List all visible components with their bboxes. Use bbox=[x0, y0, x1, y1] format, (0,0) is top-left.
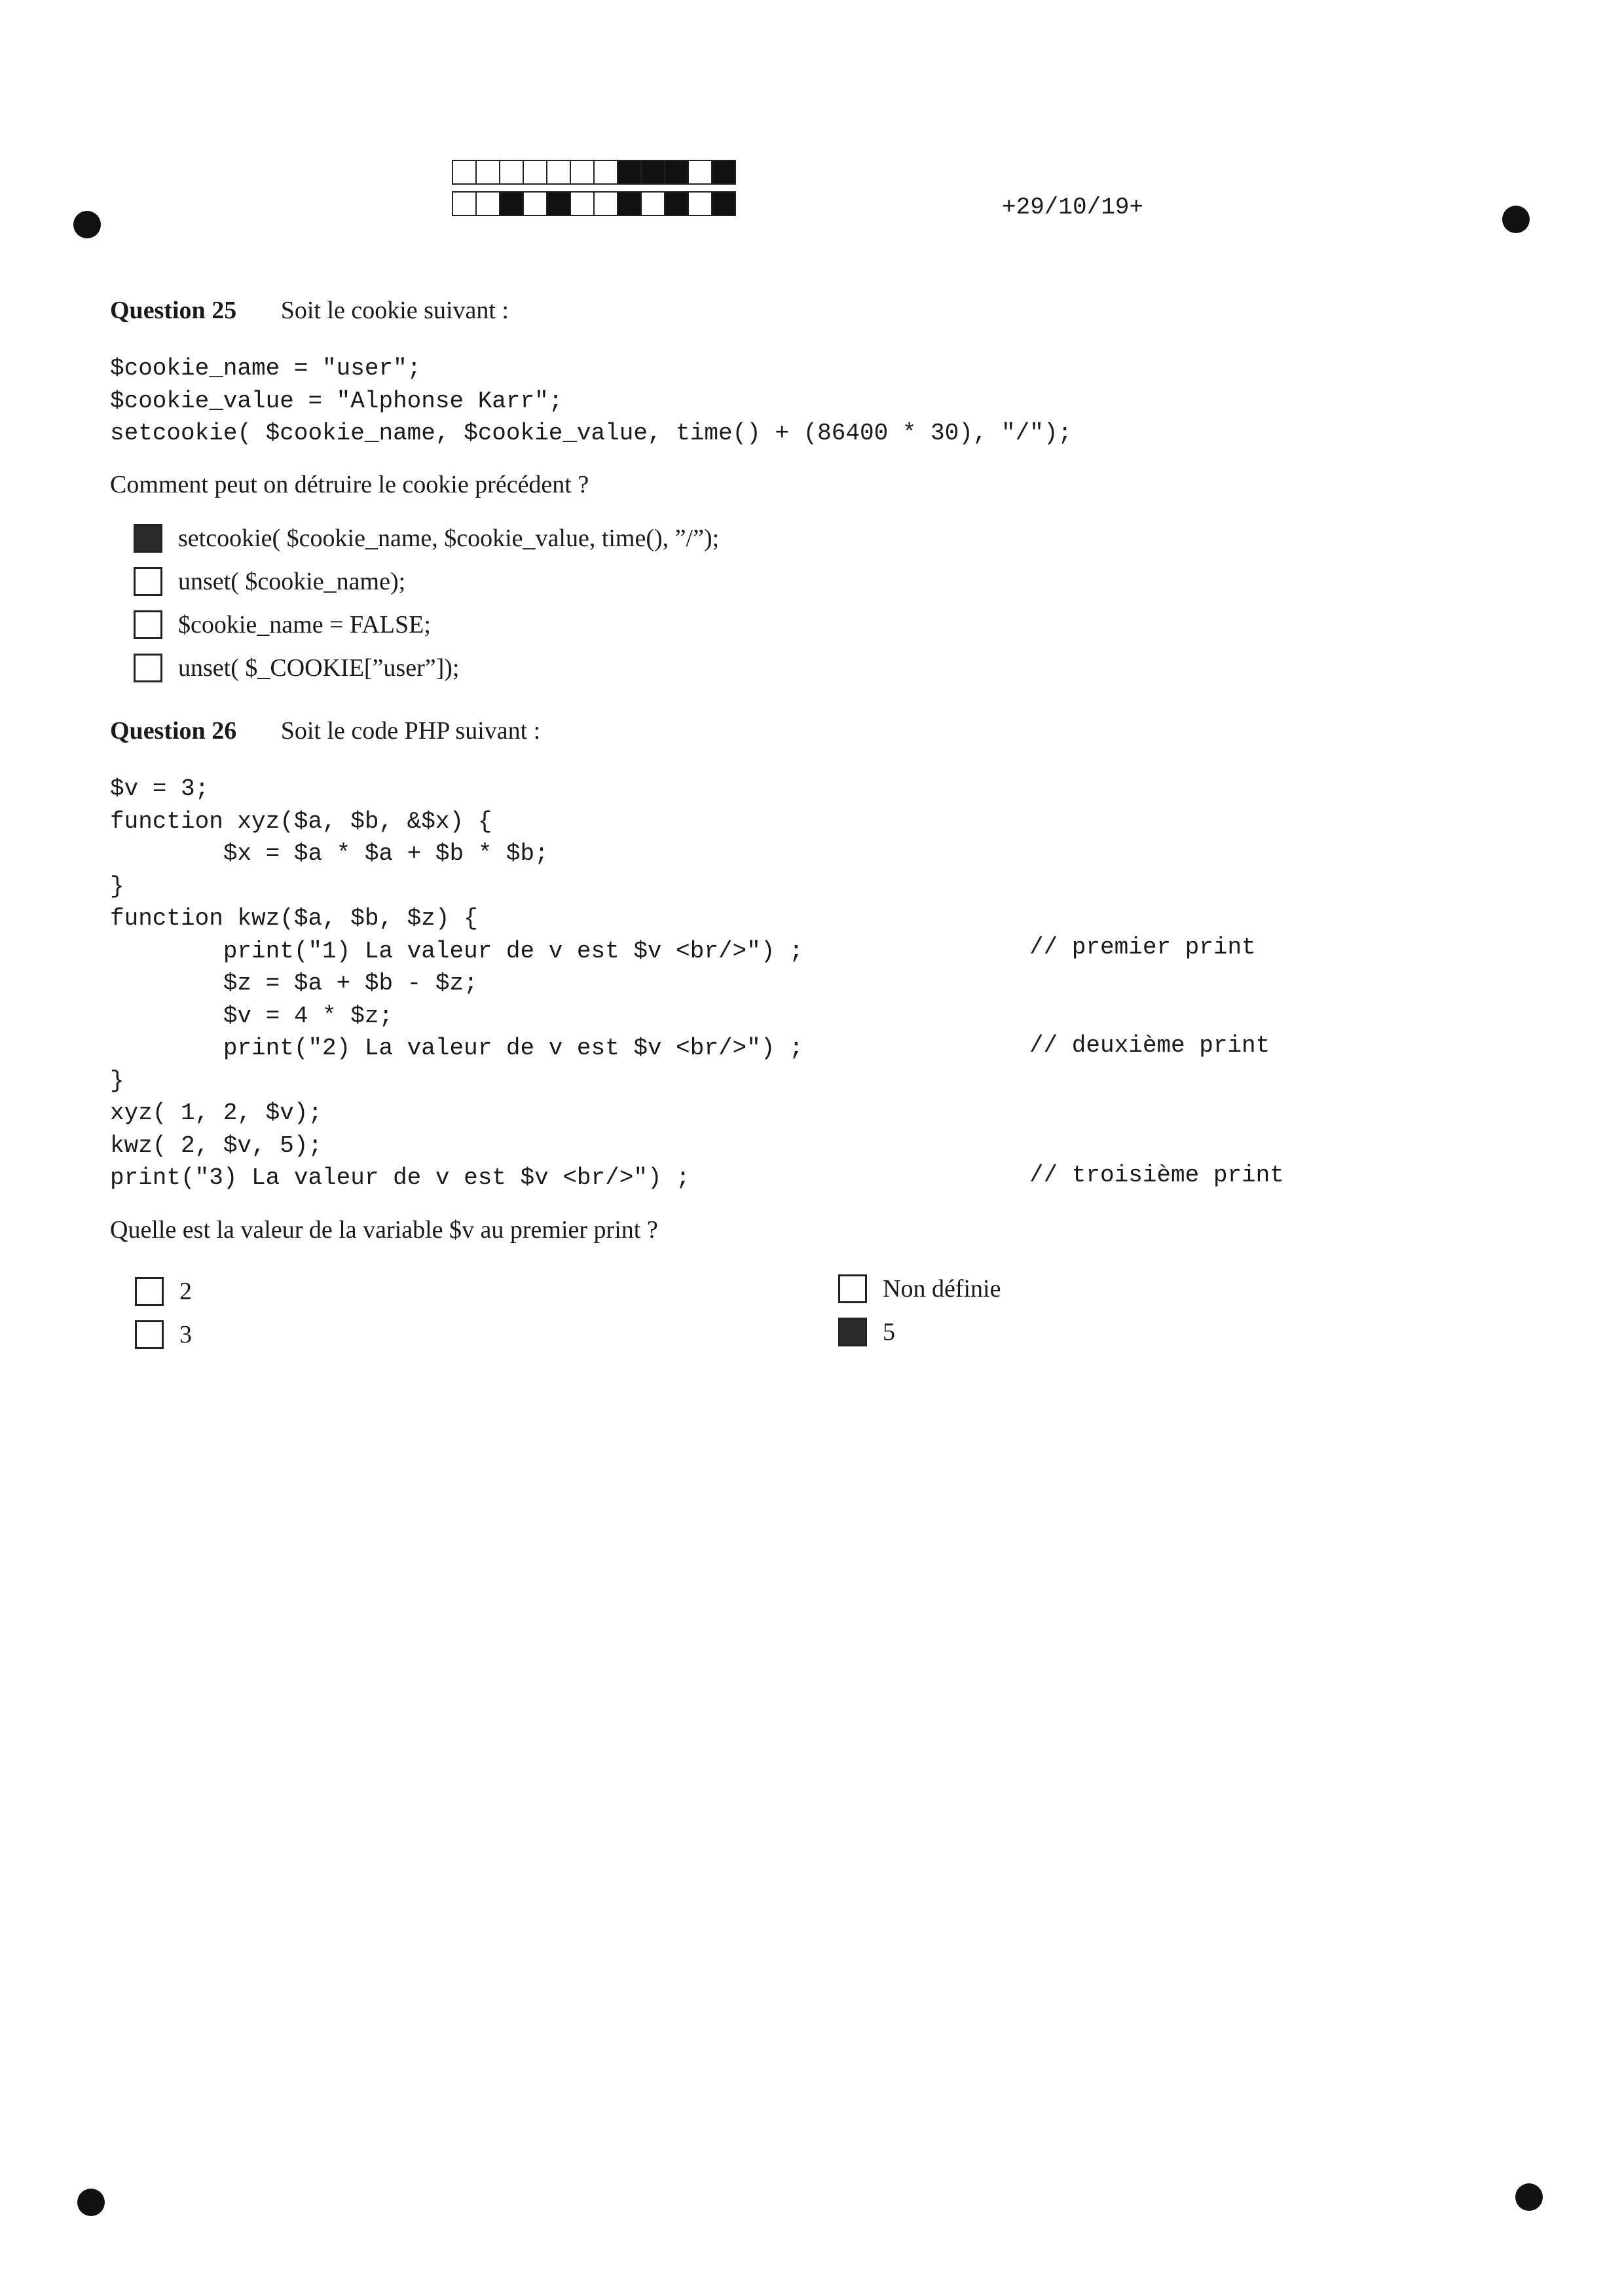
barcode-cell bbox=[570, 191, 595, 216]
barcode-cell bbox=[546, 191, 571, 216]
code-line: kwz( 2, $v, 5); bbox=[110, 1132, 323, 1159]
q25-answer-3[interactable] bbox=[134, 610, 431, 639]
question-25-heading bbox=[110, 296, 509, 325]
answer-label: setcookie( $cookie_name, $cookie_value, time(), ”/”); bbox=[178, 525, 720, 552]
barcode-cell bbox=[570, 160, 595, 185]
barcode-cell bbox=[499, 160, 524, 185]
code-line: print("1) La valeur de v est $v <br/>") ; bbox=[110, 937, 803, 965]
checkbox[interactable] bbox=[135, 1320, 164, 1349]
barcode-cell bbox=[664, 191, 689, 216]
q25-answer-4[interactable] bbox=[134, 654, 459, 682]
checkbox[interactable] bbox=[134, 610, 162, 639]
barcode-cell bbox=[593, 160, 618, 185]
code-line: } bbox=[110, 1067, 124, 1094]
checkbox[interactable] bbox=[838, 1274, 867, 1303]
code-line: $cookie_name = "user"; bbox=[110, 355, 422, 382]
answer-label: 2 bbox=[179, 1278, 192, 1305]
checkbox[interactable] bbox=[134, 567, 162, 596]
code-line: $cookie_value = "Alphonse Karr"; bbox=[110, 387, 563, 415]
barcode-cell bbox=[711, 160, 736, 185]
answer-label: unset( $cookie_name); bbox=[178, 568, 406, 595]
code-comment: // premier print bbox=[1029, 934, 1256, 961]
code-comment: // troisième print bbox=[1029, 1162, 1284, 1189]
barcode-cell bbox=[523, 160, 547, 185]
answer-label: 5 bbox=[883, 1318, 895, 1346]
q26-answer-1[interactable] bbox=[135, 1277, 192, 1306]
code-line: $z = $a + $b - $z; bbox=[110, 970, 478, 997]
barcode-cell bbox=[688, 160, 712, 185]
barcode-cell bbox=[546, 160, 571, 185]
code-line: $v = 3; bbox=[110, 775, 210, 802]
q25-code-block bbox=[110, 352, 1072, 450]
barcode-cell bbox=[617, 160, 642, 185]
barcode-cell bbox=[593, 191, 618, 216]
answer-label: 3 bbox=[179, 1321, 192, 1348]
barcode-cell bbox=[688, 191, 712, 216]
checkbox[interactable] bbox=[135, 1277, 164, 1306]
code-comment: // deuxième print bbox=[1029, 1032, 1270, 1059]
header-code: +29/10/19+ bbox=[1002, 194, 1144, 221]
q26-answer-2[interactable] bbox=[135, 1320, 192, 1349]
barcode-cell bbox=[640, 160, 665, 185]
code-line: $v = 4 * $z; bbox=[110, 1002, 394, 1029]
q25-prompt: Comment peut on détruire le cookie précédent ? bbox=[110, 471, 589, 498]
barcode-row-1 bbox=[452, 160, 735, 185]
question-number: Question 25 bbox=[110, 297, 237, 324]
code-line: print("2) La valeur de v est $v <br/>") ; bbox=[110, 1035, 803, 1062]
answer-label: Non définie bbox=[883, 1275, 1001, 1303]
barcode-cell bbox=[452, 191, 477, 216]
barcode-cell bbox=[523, 191, 547, 216]
answer-label: unset( $_COOKIE[”user”]); bbox=[178, 654, 460, 682]
barcode-cell bbox=[617, 191, 642, 216]
barcode-cell bbox=[711, 191, 736, 216]
barcode-cell bbox=[499, 191, 524, 216]
question-intro: Soit le code PHP suivant : bbox=[280, 717, 541, 745]
checkbox[interactable] bbox=[838, 1318, 867, 1346]
checkbox[interactable] bbox=[134, 654, 162, 682]
q25-answer-1[interactable] bbox=[134, 524, 719, 553]
registration-mark-top-left bbox=[73, 211, 101, 238]
registration-mark-bottom-right bbox=[1515, 2183, 1543, 2211]
q26-code-block bbox=[110, 773, 803, 1194]
registration-mark-top-right bbox=[1502, 206, 1530, 233]
code-line: setcookie( $cookie_name, $cookie_value, time() + (86400 * 30), "/"); bbox=[110, 420, 1073, 447]
code-line: xyz( 1, 2, $v); bbox=[110, 1100, 323, 1126]
barcode-cell bbox=[475, 160, 500, 185]
q26-answer-3[interactable] bbox=[838, 1274, 1001, 1303]
question-intro: Soit le cookie suivant : bbox=[280, 297, 509, 324]
question-26-heading bbox=[110, 716, 540, 745]
registration-mark-bottom-left bbox=[77, 2189, 105, 2216]
code-line: function kwz($a, $b, $z) { bbox=[110, 905, 478, 932]
barcode-cell bbox=[640, 191, 665, 216]
code-line: function xyz($a, $b, &$x) { bbox=[110, 807, 492, 835]
code-line: $x = $a * $a + $b * $b; bbox=[110, 840, 549, 867]
code-line: print("3) La valeur de v est $v <br/>") ; bbox=[110, 1164, 690, 1191]
question-number: Question 26 bbox=[110, 717, 237, 745]
barcode-cell bbox=[664, 160, 689, 185]
q26-answer-4[interactable] bbox=[838, 1318, 895, 1346]
barcode-cell bbox=[475, 191, 500, 216]
answer-label: $cookie_name = FALSE; bbox=[178, 611, 431, 639]
q26-prompt: Quelle est la valeur de la variable $v au premier print ? bbox=[110, 1216, 658, 1244]
barcode-row-2 bbox=[452, 191, 735, 216]
checkbox[interactable] bbox=[134, 524, 162, 553]
barcode-cell bbox=[452, 160, 477, 185]
q25-answer-2[interactable] bbox=[134, 567, 405, 596]
code-line: } bbox=[110, 872, 124, 900]
